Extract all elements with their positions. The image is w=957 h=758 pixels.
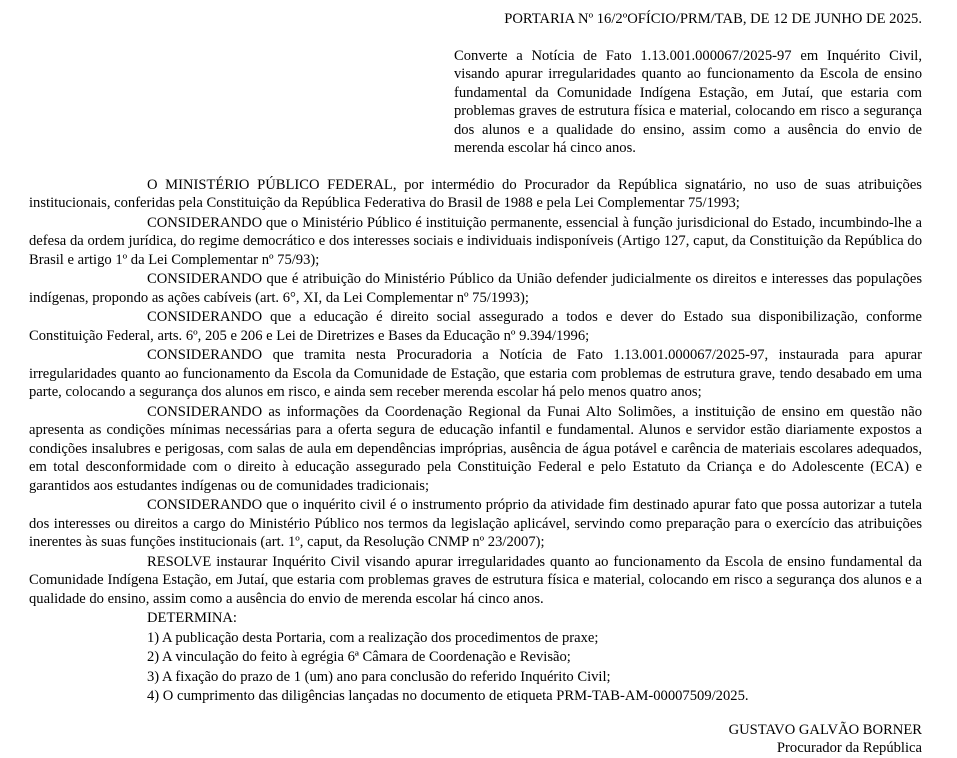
document-title: PORTARIA Nº 16/2ºOFÍCIO/PRM/TAB, DE 12 DE JUNHO DE 2025. bbox=[504, 11, 922, 27]
considerando-paragraph: CONSIDERANDO as informações da Coordenação Regional da Funai Alto Solimões, a instituição de ensino em questão não apresenta as condições mínimas necessárias para a oferta segura de educação infantil e fundamental. Alunos e servidor estão diariamente expostos a condições insalubres e perigosas, com salas de aula em dependências impróprias, ausência de água potável e carência de materiais escolares adequados, em total desconformidade com o direito à educação assegurado pela Constituição Federal e pelo Estatuto da Criança e do Adolescente (ECA) e garantidos aos estudantes indígenas ou de comunidades tradicionais; bbox=[29, 403, 922, 494]
ementa: Converte a Notícia de Fato 1.13.001.000067/2025-97 em Inquérito Civil, visando apurar irregularidades quanto ao funcionamento da Escola de ensino fundamental da Comunidade Indígena Estação, em Jutaí, que estaria com problemas graves de estrutura física e material, colocando em risco a segurança dos alunos e a qualidade do ensino, assim como a ausência do envio de merenda escolar há cinco anos. bbox=[454, 47, 922, 156]
considerando-paragraph: CONSIDERANDO que é atribuição do Ministério Público da União defender judicialmente os direitos e interesses das populações indígenas, propondo as ações cabíveis (art. 6°, XI, da Lei Complementar nº 75/1993); bbox=[29, 271, 922, 306]
signatory-role: Procurador da República bbox=[776, 740, 922, 756]
considerando-paragraph: CONSIDERANDO que o inquérito civil é o instrumento próprio da atividade fim destinado apurar fato que possa autorizar a tutela dos interesses ou direitos a cargo do Ministério Público nos termos da legislação aplicável, servindo como preparação para o exercício das atribuições inerentes às suas funções institucionais (art. 1º, caput, da Resolução CNMP nº 23/2007); bbox=[29, 497, 922, 550]
document bbox=[29, 10, 922, 758]
document-body bbox=[29, 176, 922, 609]
considerando-paragraph: CONSIDERANDO que tramita nesta Procuradoria a Notícia de Fato 1.13.001.000067/2025-97, instaurada para apurar irregularidades quanto ao funcionamento da Escola da Comunidade de Estação, que estaria com problemas de estrutura grave, tendo desabado em uma parte, colocando a segurança dos alunos em risco, e ainda sem receber merenda escolar há pelo menos quatro anos; bbox=[29, 347, 922, 400]
signature-block bbox=[29, 721, 922, 758]
considerando-paragraph: CONSIDERANDO que a educação é direito social assegurado a todos e dever do Estado sua disponibilização, conforme Constituição Federal, arts. 6º, 205 e 206 e Lei de Diretrizes e Bases da Educação nº 9.394/1996; bbox=[29, 309, 922, 344]
signatory-name: GUSTAVO GALVÃO BORNER bbox=[728, 721, 922, 738]
determina-item: 1) A publicação desta Portaria, com a realização dos procedimentos de praxe; bbox=[147, 629, 599, 646]
determina-item: 2) A vinculação do feito à egrégia 6ª Câmara de Coordenação e Revisão; bbox=[147, 649, 571, 665]
determina-section bbox=[29, 609, 922, 706]
determina-item: 3) A fixação do prazo de 1 (um) ano para conclusão do referido Inquérito Civil; bbox=[147, 668, 611, 685]
determina-item: 4) O cumprimento das diligências lançadas no documento de etiqueta PRM-TAB-AM-00007509/2025. bbox=[147, 688, 749, 704]
determina-heading: DETERMINA: bbox=[147, 610, 237, 626]
considerando-paragraph: CONSIDERANDO que o Ministério Público é instituição permanente, essencial à função jurisdicional do Estado, incumbindo-lhe a defesa da ordem jurídica, do regime democrático e dos interesses sociais e individuais indisponíveis (Artigo 127, caput, da Constituição da República do Brasil e artigo 1º da Lei Complementar nº 75/93); bbox=[29, 214, 922, 268]
resolve-paragraph: RESOLVE instaurar Inquérito Civil visando apurar irregularidades quanto ao funcionamento da Escola de ensino fundamental da Comunidade Indígena Estação, em Jutaí, que estaria com problemas graves de estrutura física e material, colocando em risco a segurança dos alunos e a qualidade do ensino, assim como a ausência do envio de merenda escolar há cinco anos. bbox=[29, 553, 922, 607]
preamble-paragraph: O MINISTÉRIO PÚBLICO FEDERAL, por intermédio do Procurador da República signatário, no uso de suas atribuições institucionais, conferidas pela Constituição da República Federativa do Brasil de 1988 e pela Lei Complementar 75/1993; bbox=[29, 176, 922, 211]
